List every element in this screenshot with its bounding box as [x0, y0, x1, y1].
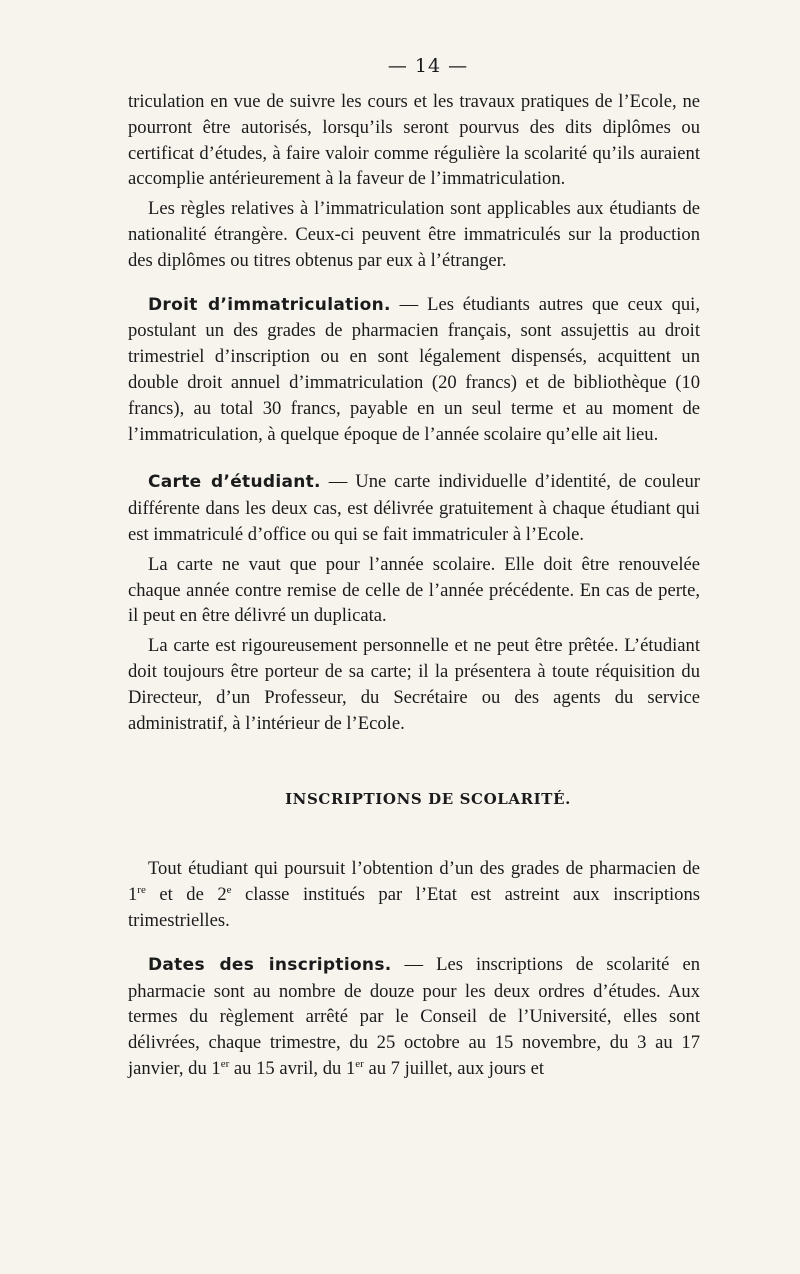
- section-title: INSCRIPTIONS DE SCOLARITÉ.: [285, 790, 571, 809]
- paragraph-carte-personnelle: La carte est rigoureusement personnelle et ne peut être prêtée. L’étudiant doit toujours être porteur de sa carte; il la présentera à toute réquisition du Directeur, d’un Professeur, du Secrétaire ou des agents du service administratif, à l’intérieur de l’Ecole.: [128, 635, 700, 734]
- inscriptions-text-c: classe institués par l’Etat est astreint aux inscriptions trimestrielles.: [128, 884, 700, 931]
- paragraph-dates-inscriptions: [128, 952, 700, 1082]
- paragraph-immatriculation-continued: triculation en vue de suivre les cours et les travaux pratiques de l’Ecole, ne pourront être autorisés, lorsqu’ils seront pourvus des dits diplômes ou certificat d’études, à faire valoir comme régulière la scolarité qu’ils auraient accomplie antérieurement à la faveur de l’immatriculation.: [128, 91, 700, 190]
- superscript-e: e: [226, 883, 232, 896]
- inscriptions-text-b: et de 2: [145, 884, 227, 906]
- page-number: — 14 —: [387, 55, 469, 77]
- dates-text-c: au 7 juillet, aux jours et: [363, 1057, 545, 1079]
- superscript-er-2: er: [355, 1057, 364, 1070]
- paragraph-carte-validite: La carte ne vaut que pour l’année scolaire. Elle doit être renouvelée chaque année contre remise de celle de l’année précédente. En cas de perte, il peut en être délivré un duplicata.: [128, 553, 700, 627]
- dates-text-b: au 15 avril, du 1: [229, 1057, 356, 1079]
- heading-dates-inscriptions: Dates des inscriptions.: [148, 954, 392, 975]
- dates-text-a: — Les inscriptions de scolarité en pharmacie sont au nombre de douze pour les deux ordres d’études. Aux termes du règlement arrêté par le Conseil de l’Université, elles sont délivrées, chaque trimestre, du 25 octobre au 15 novembre, du 3 au 17 janvier, du 1: [128, 953, 700, 1079]
- heading-droit-immatriculation: Droit d’immatriculation.: [148, 294, 391, 315]
- heading-carte-etudiant: Carte d’étudiant.: [148, 472, 321, 493]
- droit-text: — Les étudiants autres que ceux qui, postulant un des grades de pharmacien français, sont assujettis au droit trimestriel d’inscription ou en sont légalement dispensés, acquittent un double droit annuel d’immatriculation (20 francs) et de bibliothèque (10 francs), au total 30 francs, payable en un seul terme et au moment de l’immatriculation, à quelque époque de l’année scolaire qu’elle ait lieu.: [128, 293, 700, 445]
- paragraph-carte-etudiant: [128, 469, 700, 547]
- superscript-er-1: er: [220, 1057, 230, 1070]
- paragraph-foreign-students: Les règles relatives à l’immatriculation sont applicables aux étudiants de nationalité étrangère. Ceux-ci peuvent être immatriculés sur la production des diplômes ou titres obtenus par eux à l’étranger.: [128, 198, 700, 271]
- inscriptions-text-a: Tout étudiant qui poursuit l’obtention d’un des grades de pharmacien de 1: [128, 858, 700, 906]
- superscript-re: re: [137, 883, 146, 896]
- paragraph-inscriptions-trimestrielles: [128, 856, 700, 933]
- paragraph-droit-immatriculation: [128, 292, 700, 448]
- carte-text: — Une carte individuelle d’identité, de couleur différente dans les deux cas, est délivrée gratuitement à chaque étudiant qui est immatriculé d’office ou qui se fait immatriculer à l’Ecole.: [128, 471, 700, 545]
